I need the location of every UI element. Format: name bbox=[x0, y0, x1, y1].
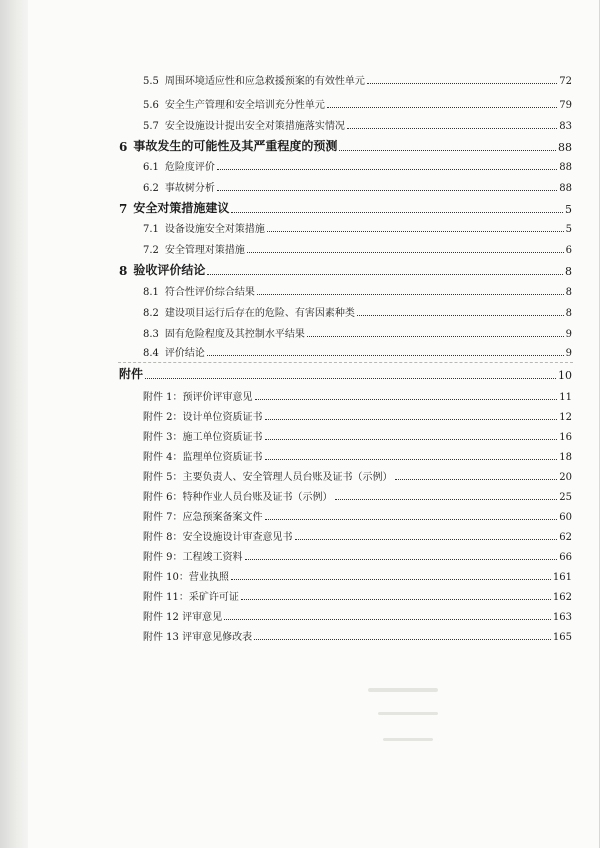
toc-appendix-4[interactable] bbox=[143, 448, 572, 463]
dot-leader bbox=[231, 579, 551, 580]
toc-chapter-title: 安全对策措施建议 bbox=[133, 201, 230, 215]
toc-entry-number: 5.6 bbox=[143, 100, 159, 111]
toc-entry-7-2[interactable] bbox=[143, 241, 572, 256]
toc-appendix-5[interactable] bbox=[143, 468, 572, 483]
dot-leader bbox=[245, 559, 558, 560]
toc-entry-page: 88 bbox=[559, 162, 572, 173]
scan-bleed-mark bbox=[368, 688, 438, 692]
toc-appendix-7[interactable] bbox=[143, 508, 572, 523]
toc-appendix-11[interactable] bbox=[143, 588, 572, 603]
dot-leader bbox=[241, 599, 551, 600]
toc-appendix-10[interactable] bbox=[143, 568, 572, 583]
dot-leader bbox=[207, 274, 563, 275]
toc-entry-title: 周围环境适应性和应急救援预案的有效性单元 bbox=[164, 76, 365, 87]
dot-leader bbox=[217, 190, 557, 191]
dot-leader bbox=[267, 231, 564, 232]
toc-entry-page: 9 bbox=[565, 329, 572, 340]
dot-leader bbox=[265, 519, 558, 520]
toc-entry-page: 5 bbox=[565, 224, 572, 235]
toc-chapter-8[interactable] bbox=[119, 261, 572, 278]
toc-entry-title: 符合性评价综合结果 bbox=[164, 287, 255, 298]
toc-entry-number: 8.4 bbox=[143, 348, 159, 359]
toc-appendix-3[interactable] bbox=[143, 428, 572, 443]
toc-appendix-title: 附件 5：主要负责人、安全管理人员台账及证书（示例） bbox=[143, 472, 393, 483]
toc-chapter-number: 6 bbox=[119, 140, 128, 154]
dot-leader bbox=[265, 419, 558, 420]
toc-appendix-title: 附件 2：设计单位资质证书 bbox=[143, 412, 263, 423]
dot-leader bbox=[335, 499, 558, 500]
toc-entry-page: 9 bbox=[565, 348, 572, 359]
toc-appendix-page: 25 bbox=[559, 492, 572, 503]
dot-leader bbox=[327, 107, 557, 108]
toc-entry-6-1[interactable] bbox=[143, 158, 572, 173]
toc-chapter-page: 88 bbox=[558, 141, 572, 154]
toc-appendix-page: 161 bbox=[552, 572, 572, 583]
toc-entry-page: 8 bbox=[565, 287, 572, 298]
dot-leader bbox=[357, 315, 564, 316]
toc-appendix-1[interactable] bbox=[143, 388, 572, 403]
toc-chapter-title: 验收评价结论 bbox=[133, 263, 206, 277]
toc-appendix-title: 附件 3：施工单位资质证书 bbox=[143, 432, 263, 443]
toc-appendix-page: 162 bbox=[552, 592, 572, 603]
dot-leader bbox=[395, 479, 558, 480]
dot-leader bbox=[224, 619, 551, 620]
toc-entry-title: 安全生产管理和安全培训充分性单元 bbox=[164, 100, 325, 111]
toc-appendix-page: 165 bbox=[552, 632, 572, 643]
dot-leader bbox=[295, 539, 558, 540]
toc-entry-page: 6 bbox=[565, 245, 572, 256]
dot-leader bbox=[145, 378, 556, 379]
toc-entry-number: 5.7 bbox=[143, 121, 159, 132]
toc-appendix-title: 附件 10：营业执照 bbox=[143, 572, 229, 583]
toc-appendix-12[interactable] bbox=[143, 608, 572, 623]
toc-appendix-page: 18 bbox=[559, 452, 572, 463]
toc-entry-page: 8 bbox=[565, 308, 572, 319]
toc-appendix-page: 60 bbox=[559, 512, 572, 523]
toc-appendix-heading-title: 附件 bbox=[119, 367, 144, 381]
toc-entry-number: 6.1 bbox=[143, 162, 159, 173]
toc-entry-number: 8.2 bbox=[143, 308, 159, 319]
toc-appendix-title: 附件 11：采矿许可证 bbox=[143, 592, 239, 603]
dot-leader bbox=[347, 128, 557, 129]
toc-entry-8-3[interactable] bbox=[143, 325, 572, 340]
toc-appendix-heading-page: 10 bbox=[558, 369, 572, 382]
toc-appendix-13[interactable] bbox=[143, 628, 572, 643]
toc-chapter-6[interactable] bbox=[119, 137, 572, 154]
toc-appendix-page: 11 bbox=[559, 392, 572, 403]
toc-entry-5-6[interactable] bbox=[143, 96, 572, 111]
toc-entry-number: 8.3 bbox=[143, 329, 159, 340]
toc-chapter-page: 8 bbox=[565, 265, 572, 278]
toc-appendix-8[interactable] bbox=[143, 528, 572, 543]
toc-entry-title: 建设项目运行后存在的危险、有害因素种类 bbox=[164, 308, 355, 319]
toc-entry-page: 79 bbox=[559, 100, 572, 111]
dot-leader bbox=[257, 294, 564, 295]
toc-appendix-page: 62 bbox=[559, 532, 572, 543]
toc-appendix-title: 附件 13 评审意见修改表 bbox=[143, 632, 253, 643]
dot-leader bbox=[217, 169, 557, 170]
dot-leader bbox=[367, 83, 557, 84]
dot-leader bbox=[265, 439, 558, 440]
toc-entry-8-2[interactable] bbox=[143, 304, 572, 319]
toc-appendix-title: 附件 4：监理单位资质证书 bbox=[143, 452, 263, 463]
toc-appendix-page: 20 bbox=[559, 472, 572, 483]
toc-entry-title: 设备设施安全对策措施 bbox=[164, 224, 265, 235]
toc-entry-5-7[interactable] bbox=[143, 117, 572, 132]
dot-leader bbox=[254, 639, 551, 640]
toc-entry-title: 评价结论 bbox=[164, 348, 205, 359]
toc-entry-8-4[interactable] bbox=[143, 344, 572, 359]
toc-appendix-title: 附件 12 评审意见 bbox=[143, 612, 223, 623]
toc-chapter-number: 7 bbox=[119, 202, 128, 216]
toc-appendix-6[interactable] bbox=[143, 488, 572, 503]
dot-leader bbox=[265, 459, 558, 460]
toc-appendix-heading[interactable] bbox=[119, 365, 572, 382]
dot-leader bbox=[255, 399, 558, 400]
toc-chapter-title: 事故发生的可能性及其严重程度的预测 bbox=[133, 139, 338, 153]
toc-appendix-title: 附件 6：特种作业人员台账及证书（示例） bbox=[143, 492, 333, 503]
toc-appendix-title: 附件 7：应急预案备案文件 bbox=[143, 512, 263, 523]
toc-entry-number: 5.5 bbox=[143, 76, 159, 87]
dot-leader bbox=[231, 212, 563, 213]
toc-appendix-page: 12 bbox=[559, 412, 572, 423]
toc-entry-page: 83 bbox=[559, 121, 572, 132]
toc-appendix-title: 附件 9：工程竣工资料 bbox=[143, 552, 243, 563]
toc-entry-page: 88 bbox=[559, 183, 572, 194]
toc-appendix-9[interactable] bbox=[143, 548, 572, 563]
toc-appendix-page: 163 bbox=[552, 612, 572, 623]
dot-leader bbox=[307, 336, 564, 337]
toc-entry-number: 8.1 bbox=[143, 287, 159, 298]
toc-entry-5-5[interactable] bbox=[143, 72, 572, 87]
toc-entry-7-1[interactable] bbox=[143, 220, 572, 235]
toc-entry-title: 固有危险程度及其控制水平结果 bbox=[164, 329, 305, 340]
toc-entry-number: 6.2 bbox=[143, 183, 159, 194]
toc-entry-title: 安全设施设计提出安全对策措施落实情况 bbox=[164, 121, 345, 132]
scan-bleed-mark bbox=[383, 738, 433, 741]
toc-chapter-number: 8 bbox=[119, 264, 128, 278]
toc-entry-8-1[interactable] bbox=[143, 283, 572, 298]
toc-entry-title: 安全管理对策措施 bbox=[164, 245, 245, 256]
toc-entry-6-2[interactable] bbox=[143, 179, 572, 194]
toc-appendix-page: 66 bbox=[559, 552, 572, 563]
toc-chapter-7[interactable] bbox=[119, 199, 572, 216]
section-divider bbox=[118, 362, 573, 363]
toc-entry-page: 72 bbox=[559, 76, 572, 87]
toc-appendix-2[interactable] bbox=[143, 408, 572, 423]
toc-entry-number: 7.2 bbox=[143, 245, 159, 256]
toc-appendix-page: 16 bbox=[559, 432, 572, 443]
dot-leader bbox=[247, 252, 564, 253]
toc-appendix-title: 附件 1：预评价评审意见 bbox=[143, 392, 253, 403]
toc-appendix-title: 附件 8：安全设施设计审查意见书 bbox=[143, 532, 293, 543]
toc-entry-title: 危险度评价 bbox=[164, 162, 215, 173]
binding-shadow bbox=[0, 0, 28, 848]
dot-leader bbox=[207, 355, 564, 356]
toc-chapter-page: 5 bbox=[565, 203, 572, 216]
scan-bleed-mark bbox=[378, 712, 438, 715]
toc-entry-title: 事故树分析 bbox=[164, 183, 215, 194]
dot-leader bbox=[339, 150, 556, 151]
toc-entry-number: 7.1 bbox=[143, 224, 159, 235]
